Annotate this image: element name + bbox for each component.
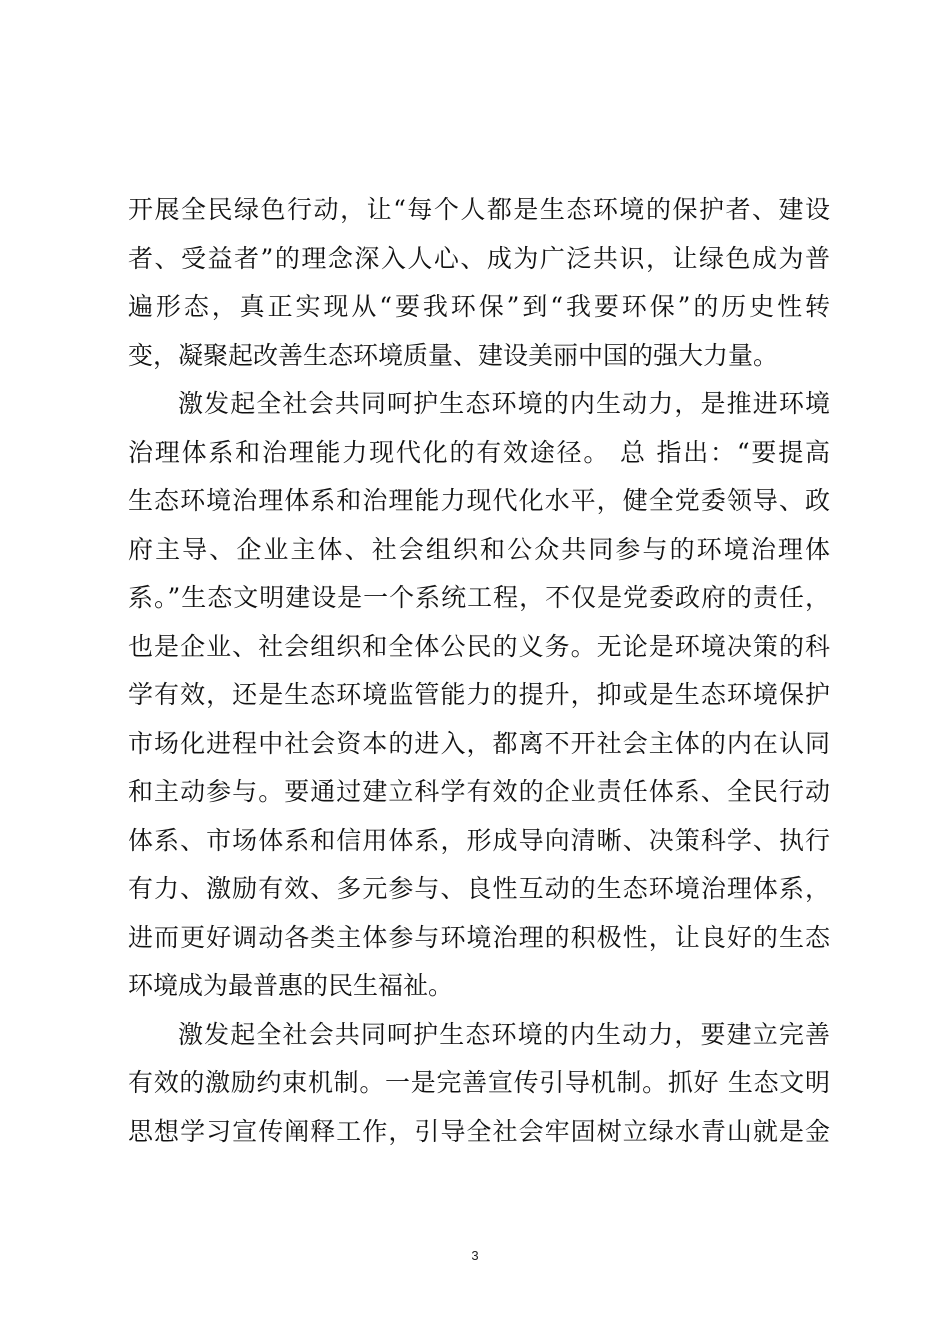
text-line: 环境成为最普惠的民生福祉。: [128, 971, 454, 1000]
text-line: 进而更好调动各类主体参与环境治理的积极性，让良好的生态: [128, 922, 830, 952]
text-line: 治理体系和治理能力现代化的有效途径。 总 指出：“要提高: [128, 437, 830, 467]
page-number: 3: [471, 1248, 479, 1263]
text-line: 开展全民绿色行动，让“每个人都是生态环境的保护者、建设: [128, 195, 830, 224]
text-line: 激发起全社会共同呵护生态环境的内生动力，要建立完善: [178, 1019, 830, 1049]
text-line: 系。”生态文明建设是一个系统工程，不仅是党委政府的责任，: [128, 583, 830, 612]
text-line: 有效的激励约束机制。一是完善宣传引导机制。抓好 生态文明: [128, 1068, 830, 1097]
text-line: 市场化进程中社会资本的进入，都离不开社会主体的内在认同: [128, 728, 830, 758]
text-line: 激发起全社会共同呵护生态环境的内生动力，是推进环境: [178, 389, 830, 418]
text-line: 学有效，还是生态环境监管能力的提升，抑或是生态环境保护: [128, 680, 830, 709]
text-line: 者、受益者”的理念深入人心、成为广泛共识，让绿色成为普: [128, 243, 830, 273]
text-line: 思想学习宣传阐释工作，引导全社会牢固树立绿水青山就是金: [128, 1116, 830, 1146]
document-body: [128, 186, 830, 1156]
text-line: 也是企业、社会组织和全体公民的义务。无论是环境决策的科: [128, 631, 830, 661]
text-line: 变，凝聚起改善生态环境质量、建设美丽中国的强大力量。: [128, 340, 779, 370]
text-line: 体系、市场体系和信用体系，形成导向清晰、决策科学、执行: [128, 825, 830, 855]
text-line: 遍形态，真正实现从“要我环保”到“我要环保”的历史性转: [128, 292, 830, 321]
text-line: 生态环境治理体系和治理能力现代化水平，健全党委领导、政: [128, 486, 830, 515]
text-line: 有力、激励有效、多元参与、良性互动的生态环境治理体系，: [128, 874, 830, 903]
text-line: 府主导、企业主体、社会组织和公众共同参与的环境治理体: [128, 534, 830, 564]
text-line: 和主动参与。要通过建立科学有效的企业责任体系、全民行动: [128, 777, 830, 806]
